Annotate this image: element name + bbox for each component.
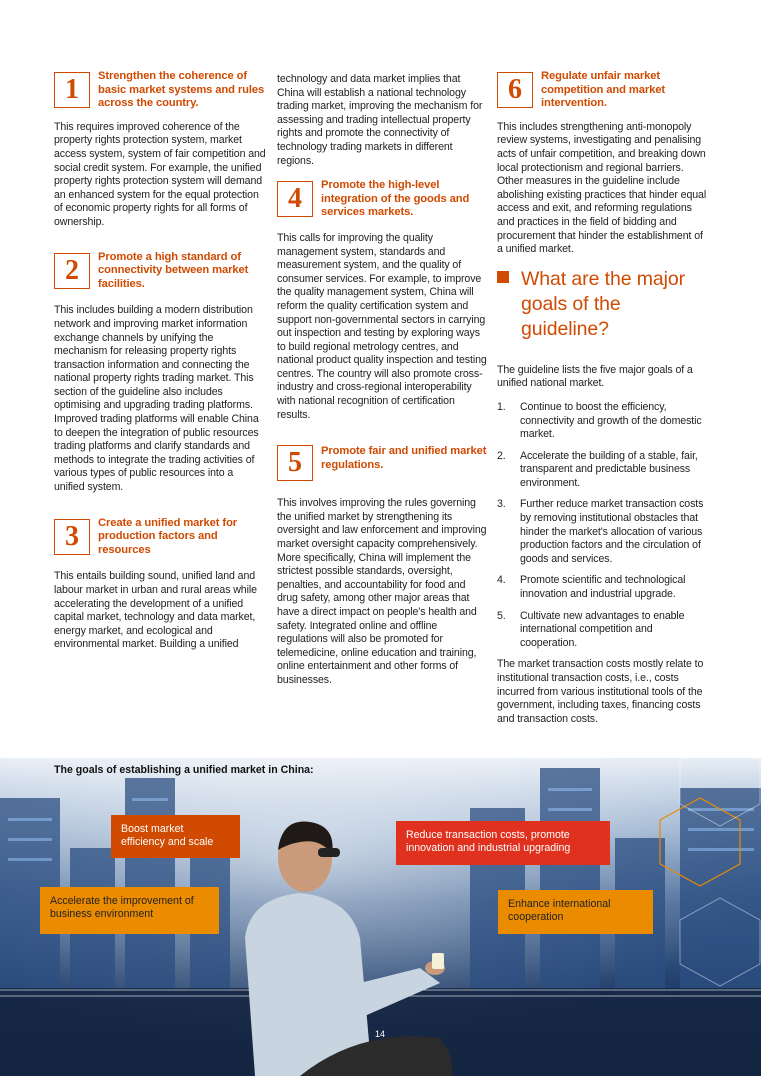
section-6-title: Regulate unfair market competition and market intervention. (541, 70, 665, 110)
goals-list (497, 401, 709, 651)
section-4-body: This calls for improving the quality management system, standards and measurement system, and the quality of consumer services. For example, to improve the quality management system, China will reform the quality certification system and support non-governmental sectors in carrying out inspection and testing by exploring ways to build regional metrology centres, and national product quality inspection and testing centres. The country will also promote cross-industry and cross-regional interoperability with national recognition of certification results. (277, 231, 487, 421)
section-3-title: Create a unified market for production factors and resources (98, 516, 238, 556)
list-item (497, 610, 709, 651)
list-item (497, 450, 709, 491)
list-item (497, 498, 709, 566)
section-number-box: 6 (497, 72, 533, 108)
list-item (497, 574, 709, 601)
list-number: 4. (497, 574, 506, 587)
figure-caption: The goals of establishing a unified market in China: (54, 764, 314, 776)
section-6-header (497, 70, 709, 111)
goal-box-business-environment: Accelerate the improvement of business environment (40, 887, 219, 934)
goals-intro: The guideline lists the five major goals of a unified national market. (497, 363, 693, 390)
section-1-title: Strengthen the coherence of basic market systems and rules across the country. (98, 70, 265, 110)
list-item (497, 401, 709, 442)
question-title: What are the major goals of the guideline? (521, 267, 686, 340)
goal-box-efficiency: Boost market efficiency and scale (111, 815, 240, 858)
goal-box-international-cooperation: Enhance international cooperation (498, 890, 653, 934)
section-number-box: 3 (54, 519, 90, 555)
section-6-body: This includes strengthening anti-monopoly review systems, investigating and penalising acts of unfair competition, and breaking down local protectionism and regional barriers. Other measures in the guideline include abolishing existing practices that hinder equal access and exit, and reforming regulations and practices in the field of bidding and procurement that hinder the establishment of a unified market. (497, 120, 707, 256)
goal-box-transaction-costs: Reduce transaction costs, promote innovation and industrial upgrading (396, 821, 610, 865)
bullet-square-icon (497, 271, 509, 283)
section-3-body: This entails building sound, unified land and labour market in urban and rural areas while accelerating the development of a unified capital market, technology and data market, energy market, and ecological and environmental market. Building a unified (54, 570, 257, 651)
section-3-header (54, 517, 266, 558)
section-5-header (277, 443, 489, 481)
section-number-box: 4 (277, 181, 313, 217)
section-4-header (277, 179, 489, 220)
section-number-box: 5 (277, 445, 313, 481)
question-heading (497, 267, 709, 342)
list-text: Accelerate the building of a stable, fair, transparent and predictable business environment. (520, 449, 698, 489)
section-5-body: This involves improving the rules governing the unified market by strengthening its oversight and law enforcement and improving market oversight capacity comprehensively. More specifically, China will implement the strictest possible standards, oversight, penalties, and accountability for food and drug safety, among other major areas that have a direct impact on people's health and safety. Integrated online and offline regulations will also be promoted for telemedicine, online education and training, online entertainment and other forms of businesses. (277, 497, 487, 686)
list-number: 3. (497, 498, 506, 511)
page-number: 14 (375, 1029, 386, 1039)
list-number: 2. (497, 449, 506, 462)
section-number-box: 1 (54, 72, 90, 108)
list-text: Promote scientific and technological innovation and industrial upgrade. (520, 574, 686, 601)
section-3-continued: technology and data market implies that China will establish a national technology trading market, improving the mechanism for assessing and trading intellectual property rights and promote the connectivity of technology trading markets in different regions. (277, 73, 483, 167)
list-text: Cultivate new advantages to enable international competition and cooperation. (520, 609, 685, 649)
column-left (54, 70, 266, 652)
section-2-body: This includes building a modern distribution network and improving market information exchange channels by unifying the mechanism for releasing property rights transaction information and connecting the national property rights trading market. This section of the guideline also includes optimising and upgrading trading platforms. Improved trading platforms will enable China to deepen the integration of public resources trading platforms and clarify standards and methods to integrate the trading activities of various types of public resources into a unified system. (54, 304, 259, 494)
section-number-box: 2 (54, 253, 90, 289)
column-right (497, 70, 709, 726)
list-text: Continue to boost the efficiency, connectivity and growth of the domestic market. (520, 400, 702, 441)
section-2-title: Promote a high standard of connectivity between market facilities. (98, 250, 249, 290)
goals-outro: The market transaction costs mostly relate to institutional transaction costs, i.e., costs incurred from various institutional tools of the government, including taxes, financing costs and transaction costs. (497, 658, 704, 725)
section-2-header (54, 251, 266, 292)
section-5-title: Promote fair and unified market regulations. (321, 445, 487, 471)
list-number: 5. (497, 609, 506, 622)
section-4-title: Promote the high-level integration of the goods and services markets. (321, 179, 470, 219)
section-1-header (54, 70, 266, 111)
column-middle (277, 70, 489, 688)
list-number: 1. (497, 400, 506, 413)
section-1-body: This requires improved coherence of the property rights protection system, market access system, system of fair competition and social credit system. For example, the unified property rights protection system will demand an enhanced system for the equal protection of economic property rights for all forms of ownership. (54, 120, 266, 228)
list-text: Further reduce market transaction costs by removing institutional obstacles that hinder the market's allocation of various production factors and the circulation of goods and services. (520, 498, 704, 565)
